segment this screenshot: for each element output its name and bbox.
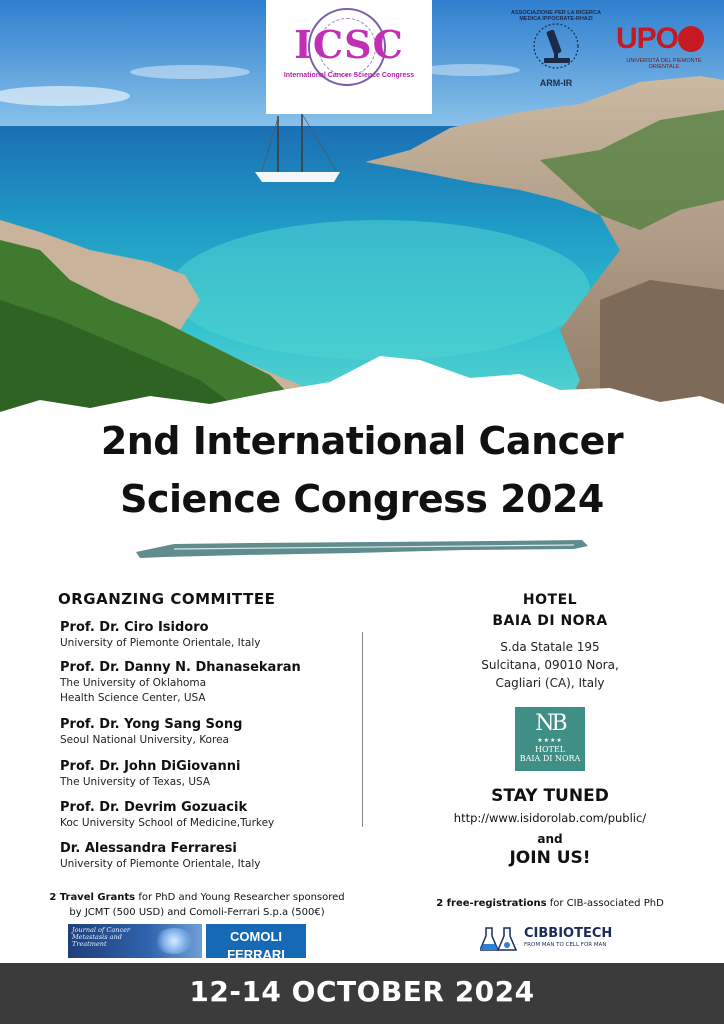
venue-address-line-2: Sulcitana, 09010 Nora, <box>481 658 619 672</box>
and-text: and <box>537 832 563 846</box>
member-affiliation: Seoul National University, Korea <box>60 734 229 746</box>
committee-member <box>60 799 350 831</box>
member-name: Prof. Dr. Devrim Gozuacik <box>60 800 248 815</box>
grants-bold: 2 Travel Grants <box>49 892 136 903</box>
venue-address-line-1: S.da Statale 195 <box>500 640 600 654</box>
member-name: Prof. Dr. John DiGiovanni <box>60 759 241 774</box>
jcmt-logo-text: Journal of Cancer Metastasis and Treatment <box>72 926 131 948</box>
hotel-logo-stars: ★★★★ <box>537 737 563 744</box>
grants-line-2: by JCMT (500 USD) and Comoli-Ferrari S.p.a (500€) <box>69 907 325 918</box>
cibbiotech-logo <box>480 924 630 954</box>
join-us-heading: JOIN US! <box>509 848 591 868</box>
member-name: Prof. Dr. Yong Sang Song <box>60 717 243 732</box>
member-affiliation: The University of Oklahoma <box>60 677 207 689</box>
grants-line-1 <box>10 890 384 905</box>
free-reg-bold: 2 free-registrations <box>436 898 547 909</box>
venue-heading-line-1: HOTEL <box>522 592 578 608</box>
congress-dates: 12-14 OCTOBER 2024 <box>189 975 535 1008</box>
committee-member <box>60 659 350 706</box>
brush-stroke-divider <box>134 538 590 560</box>
cibbiotech-logo-name: CIBBIOTECH <box>524 926 613 941</box>
armir-logo <box>510 10 602 90</box>
upo-logo-text: UPO <box>616 22 679 55</box>
hero-photo <box>0 0 724 420</box>
member-name: Dr. Alessandra Ferraresi <box>60 841 237 856</box>
free-registrations-note <box>390 898 710 909</box>
member-name: Prof. Dr. Ciro Isidoro <box>60 620 209 635</box>
grants-rest: for PhD and Young Researcher sponsored <box>135 892 345 903</box>
committee-heading: ORGANZING COMMITTEE <box>58 590 276 608</box>
venue-address-line-3: Cagliari (CA), Italy <box>495 676 605 690</box>
member-name: Prof. Dr. Danny N. Dhanasekaran <box>60 660 301 675</box>
hotel-logo-line-1: HOTEL <box>534 745 566 754</box>
hotel-logo-monogram: NB <box>535 711 565 736</box>
lab-flask-icon <box>480 924 520 954</box>
committee-member <box>60 716 350 748</box>
committee-member <box>60 619 350 651</box>
member-affiliation: Koc University School of Medicine,Turkey <box>60 817 275 829</box>
website-link[interactable]: http://www.isidorolab.com/public/ <box>453 811 647 825</box>
microscope-icon <box>510 20 602 80</box>
congress-title <box>0 412 724 528</box>
hotel-logo-line-2: BAIA DI NORA <box>519 754 581 763</box>
upo-logo <box>612 22 712 74</box>
member-affiliation-line-2: Health Science Center, USA <box>60 692 206 704</box>
icsc-logo <box>266 0 432 114</box>
icsc-logo-subtitle: International Cancer Science Congress <box>283 72 415 79</box>
comoli-logo-name: COMOLI FERRARI <box>227 929 285 962</box>
member-affiliation: The University of Texas, USA <box>60 776 211 788</box>
committee-member <box>60 758 350 790</box>
title-line-1: 2nd International Cancer <box>100 419 624 463</box>
upo-logo-subtitle: UNIVERSITÀ DEL PIEMONTE ORIENTALE <box>626 58 702 70</box>
comoli-ferrari-logo <box>206 924 306 962</box>
venue-heading-line-2: BAIA DI NORA <box>492 613 608 629</box>
member-affiliation: University of Piemonte Orientale, Italy <box>60 858 261 870</box>
travel-grants-note <box>10 890 384 920</box>
stay-tuned-heading: STAY TUNED <box>491 786 609 806</box>
icsc-logo-title: ICSC <box>294 22 404 67</box>
cibbiotech-logo-tagline: FROM MAN TO CELL FOR MAN <box>524 942 607 948</box>
cancer-cell-icon <box>154 928 194 954</box>
hotel-baia-di-nora-logo <box>515 707 585 771</box>
armir-arc-text: ASSOCIAZIONE PER LA RICERCA MEDICA IPPOCRATE-RHAZI <box>511 10 601 22</box>
date-footer-bar <box>0 963 724 1024</box>
armir-logo-name: ARM-IR <box>539 78 573 88</box>
upo-seal-icon <box>678 26 704 52</box>
jcmt-journal-logo <box>68 924 202 958</box>
column-divider <box>362 632 363 827</box>
title-line-2: Science Congress 2024 <box>120 477 604 521</box>
committee-member <box>60 840 350 872</box>
free-reg-rest: for CIB-associated PhD <box>546 898 664 909</box>
member-affiliation: University of Piemonte Orientale, Italy <box>60 637 261 649</box>
venue-section <box>390 590 710 692</box>
